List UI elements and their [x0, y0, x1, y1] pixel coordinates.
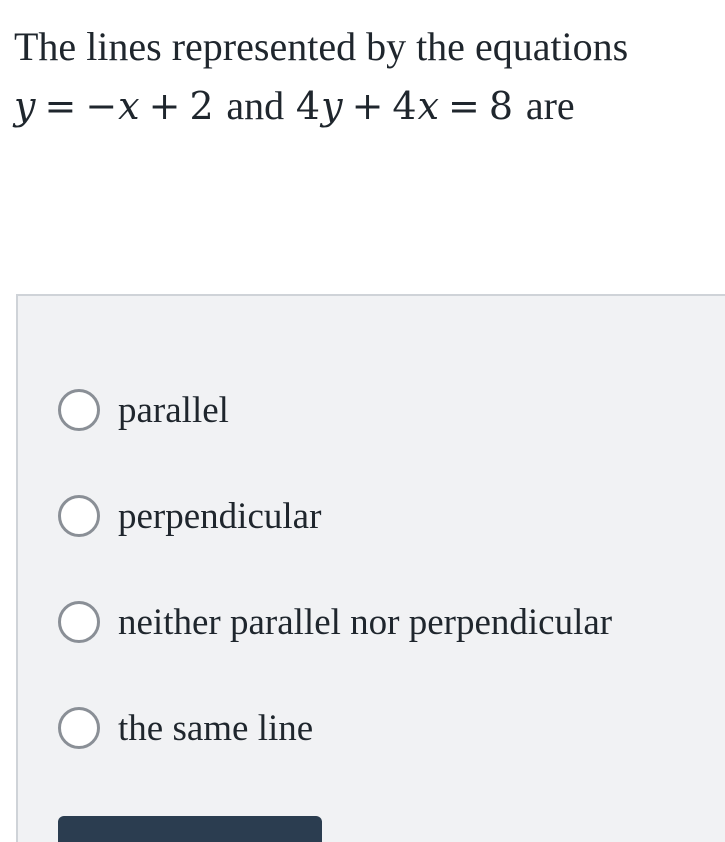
eq2-c2: 4 — [392, 84, 418, 128]
eq2-v1: y — [321, 84, 344, 128]
option-same-line[interactable] — [58, 700, 313, 756]
option-neither[interactable] — [58, 594, 612, 650]
eq1-lhs: y — [14, 84, 37, 128]
radio-button[interactable] — [58, 495, 100, 537]
question-joiner: and — [226, 83, 285, 128]
option-label: neither parallel nor perpendicular — [118, 601, 613, 643]
eq2-c1: 4 — [295, 84, 322, 128]
eq2-plus: + — [351, 84, 385, 128]
eq1-equals: = — [44, 84, 78, 128]
eq2-rhs: 8 — [488, 84, 515, 128]
question-text — [14, 18, 714, 136]
option-perpendicular[interactable] — [58, 488, 321, 544]
eq2-v2: x — [417, 84, 441, 128]
submit-button[interactable] — [58, 816, 322, 842]
radio-button[interactable] — [58, 601, 100, 643]
answer-panel — [16, 294, 725, 842]
equation-1 — [14, 84, 215, 128]
eq2-equals: = — [448, 84, 481, 128]
option-label: the same line — [118, 707, 314, 749]
option-label: parallel — [118, 389, 229, 431]
eq1-var: x — [118, 84, 141, 128]
question-suffix: are — [525, 83, 575, 128]
eq1-sign: − — [85, 84, 119, 128]
option-label: perpendicular — [118, 495, 322, 537]
eq1-const: 2 — [189, 84, 215, 128]
eq1-plus: + — [148, 84, 182, 128]
question-prompt: The lines represented by the equations — [14, 24, 629, 69]
radio-button[interactable] — [58, 707, 100, 749]
radio-button[interactable] — [58, 389, 100, 431]
option-parallel[interactable] — [58, 382, 229, 438]
equation-2 — [296, 84, 514, 128]
